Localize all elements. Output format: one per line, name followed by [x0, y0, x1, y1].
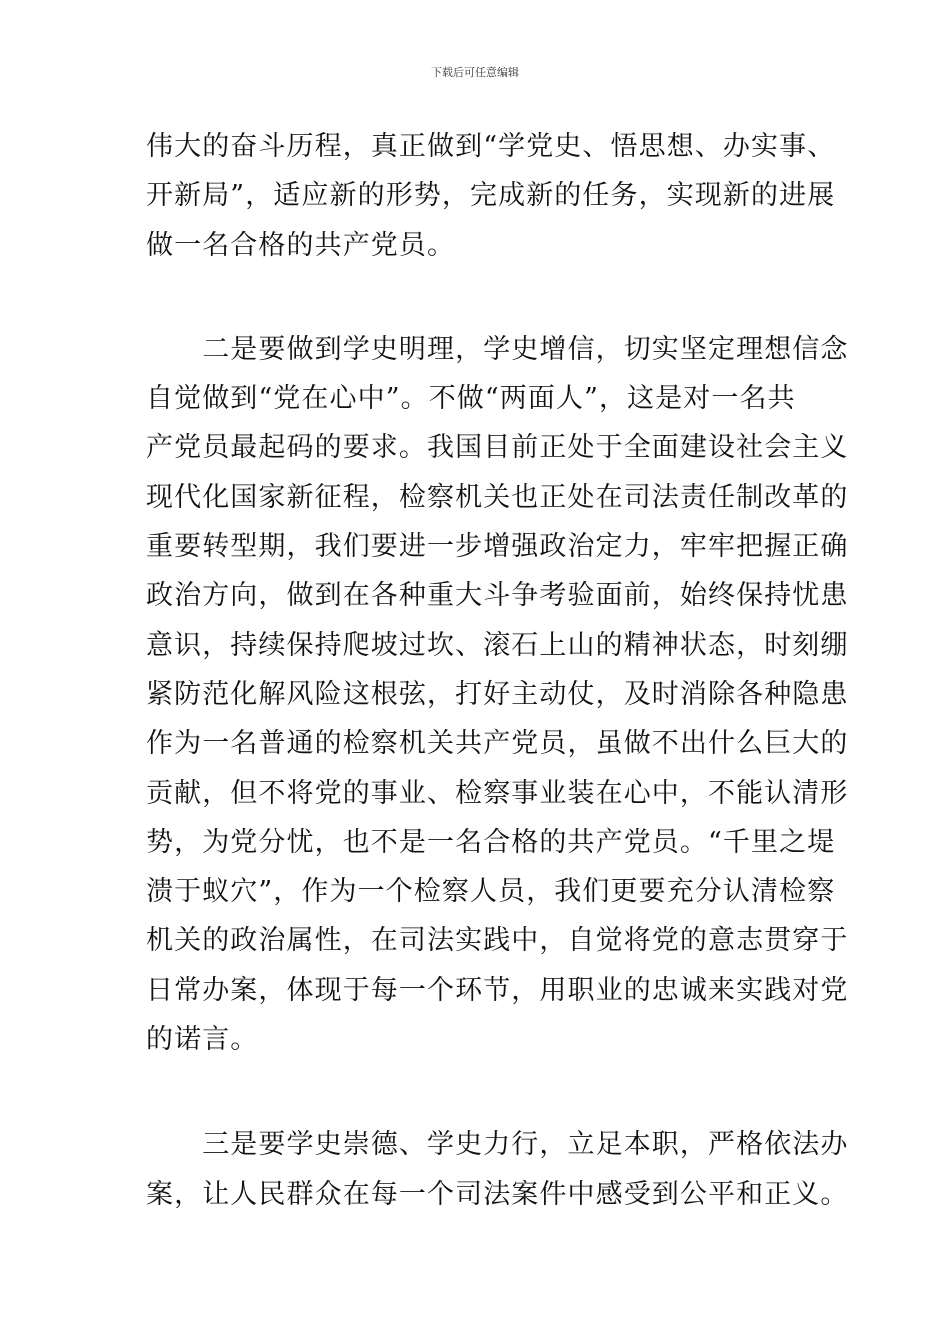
paragraph-3 [146, 1120, 849, 1219]
page-header: 下载后可任意编辑 [431, 66, 519, 79]
text-line: 自觉做到“党在心中”。不做“两面人”，这是对一名共 [146, 383, 796, 415]
text-line: 重要转型期，我们要进一步增强政治定力，牢牢把握正确 [146, 531, 849, 563]
text-line: 二是要做到学史明理，学史增信，切实坚定理想信念 [146, 333, 849, 365]
text-line: 案，让人民群众在每一个司法案件中感受到公平和正义。 [146, 1178, 849, 1210]
text-line: 日常办案，体现于每一个环节，用职业的忠诚来实践对党 [146, 974, 849, 1006]
text-line: 三是要学史崇德、学史力行，立足本职，严格依法办 [146, 1129, 849, 1161]
text-line: 的诺言。 [146, 1024, 259, 1056]
text-line: 产党员最起码的要求。我国目前正处于全面建设社会主义 [146, 432, 849, 464]
text-line: 贡献，但不将党的事业、检察事业装在心中，不能认清形 [146, 777, 849, 809]
text-line: 现代化国家新征程，检察机关也正处在司法责任制改革的 [146, 481, 849, 513]
paragraph-spacer [146, 1064, 806, 1120]
text-line: 溃于蚁穴”，作为一个检察人员，我们更要充分认清检察 [146, 876, 836, 908]
text-line: 紧防范化解风险这根弦，打好主动仗，及时消除各种隐患 [146, 678, 849, 710]
text-line: 伟大的奋斗历程，真正做到“学党史、悟思想、办实事、 [146, 131, 836, 162]
text-line: 做一名合格的共产党员。 [146, 229, 456, 261]
text-line: 势，为党分忧，也不是一名合格的共产党员。“千里之堤 [146, 826, 836, 858]
text-line: 意识，持续保持爬坡过坎、滚石上山的精神状态，时刻绷 [146, 629, 849, 661]
paragraph-2 [146, 325, 849, 1064]
document-body [146, 122, 849, 1219]
text-line: 开新局”，适应新的形势，完成新的任务，实现新的进展 [146, 180, 836, 212]
text-line: 作为一名普通的检察机关共产党员，虽做不出什么巨大的 [146, 728, 849, 760]
paragraph-spacer [146, 270, 806, 325]
text-line: 政治方向，做到在各种重大斗争考验面前，始终保持忧患 [146, 580, 849, 612]
paragraph-1 [146, 122, 836, 270]
text-line: 机关的政治属性，在司法实践中，自觉将党的意志贯穿于 [146, 925, 849, 957]
